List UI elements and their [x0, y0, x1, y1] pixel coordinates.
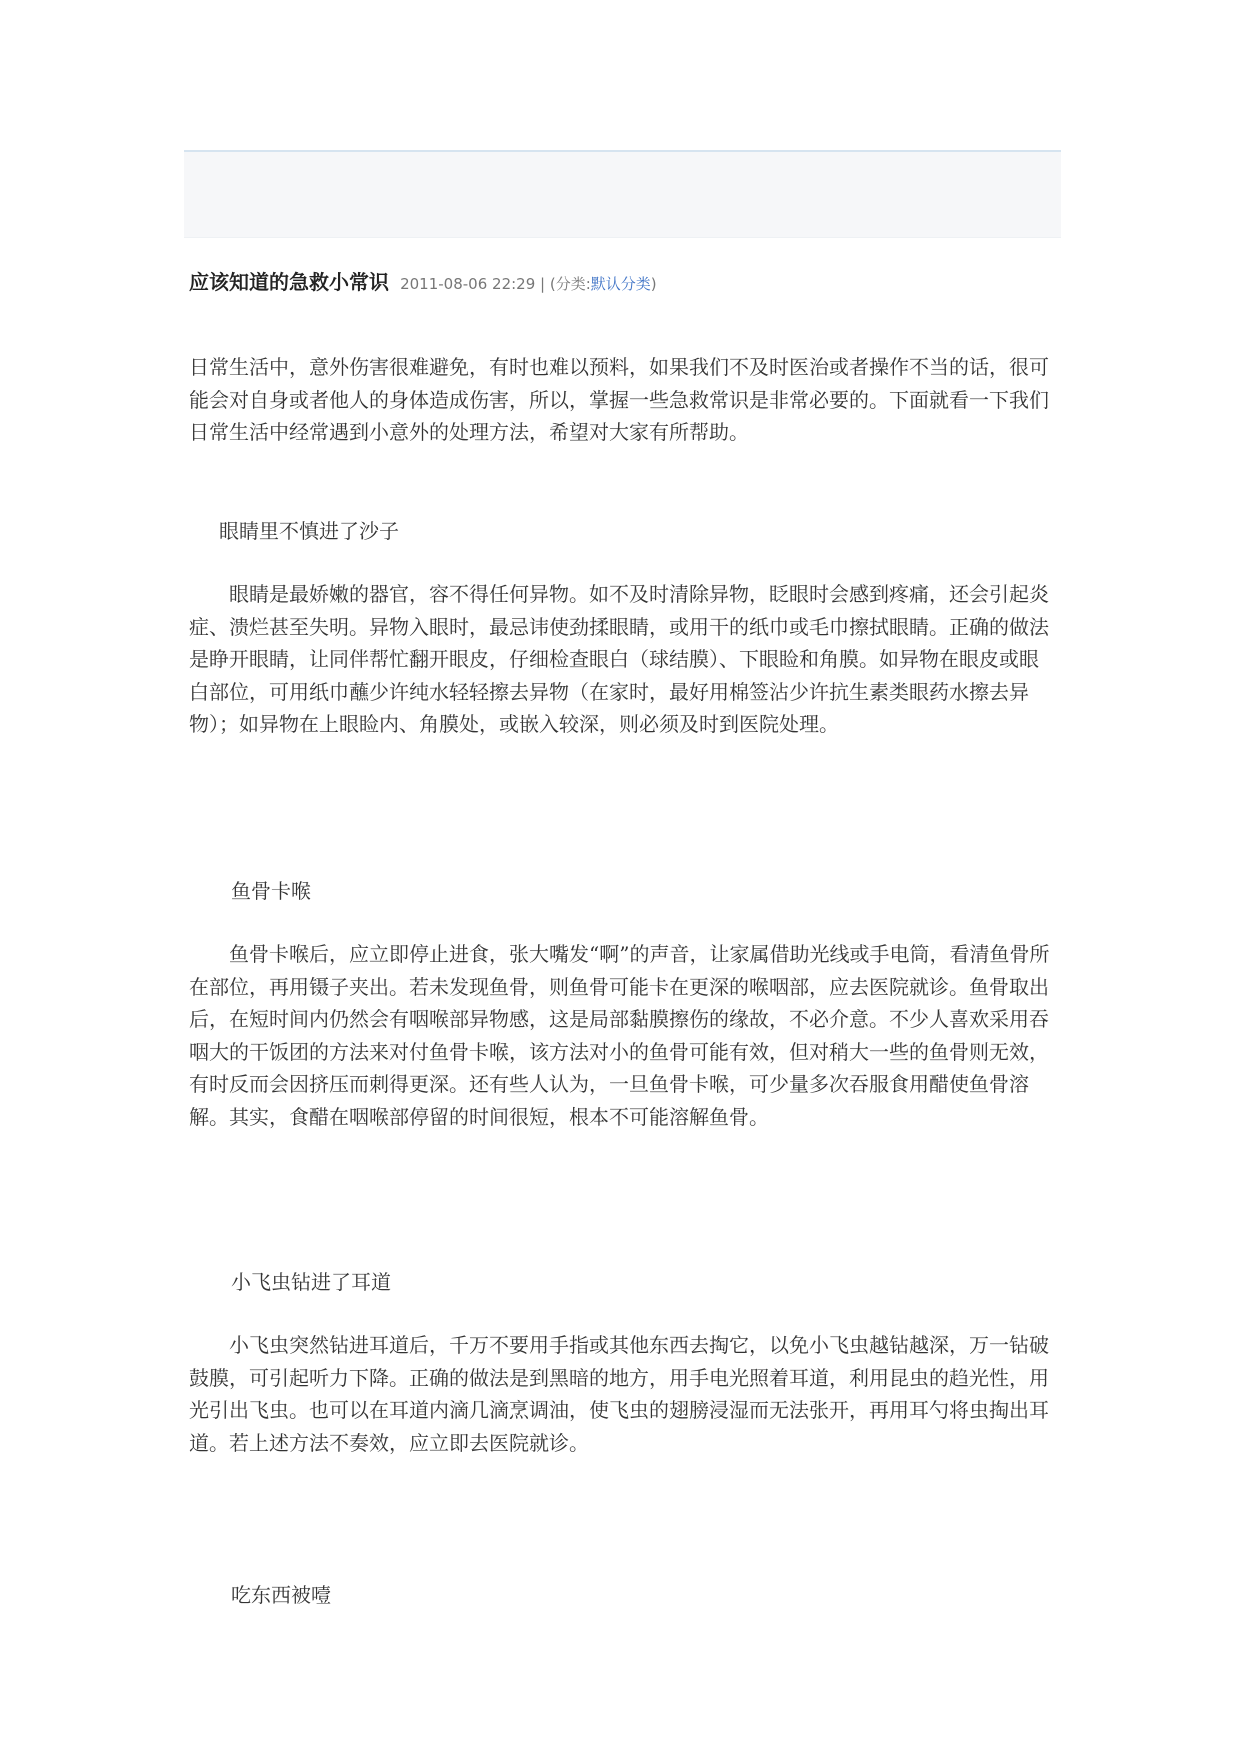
section-heading: 眼睛里不慎进了沙子	[219, 519, 399, 543]
post-title: 应该知道的急救小常识	[189, 270, 389, 294]
post-title-row	[189, 266, 1069, 306]
section-body-block-3	[189, 1329, 1057, 1459]
section-heading-block-3	[231, 1266, 1059, 1298]
intro-block	[189, 351, 1057, 449]
section-body: 眼睛是最娇嫩的器官，容不得任何异物。如不及时清除异物，眨眼时会感到疼痛，还会引起炎症、溃烂甚至失明。异物入眼时，最忌讳使劲揉眼睛，或用干的纸巾或毛巾擦拭眼睛。正确的做法是睁开眼睛，让同伴帮忙翻开眼皮，仔细检查眼白（球结膜）、下眼睑和角膜。如异物在眼皮或眼白部位，可用纸巾蘸少许纯水轻轻擦去异物（在家时，最好用棉签沾少许抗生素类眼药水擦去异物）；如异物在上眼睑内、角膜处，或嵌入较深，则必须及时到医院处理。	[189, 582, 1049, 736]
section-heading: 吃东西被噎	[231, 1583, 331, 1607]
section-heading: 小飞虫钻进了耳道	[231, 1270, 391, 1294]
section-body-block-2	[189, 938, 1057, 1133]
meta-separator: |	[535, 275, 550, 293]
section-body: 鱼骨卡喉后，应立即停止进食，张大嘴发“啊”的声音，让家属借助光线或手电筒，看清鱼骨所在部位，再用镊子夹出。若未发现鱼骨，则鱼骨可能卡在更深的喉咽部，应去医院就诊。鱼骨取出后，在短时间内仍然会有咽喉部异物感，这是局部黏膜擦伤的缘故，不必介意。不少人喜欢采用吞咽大的干饭团的方法来对付鱼骨卡喉，该方法对小的鱼骨可能有效，但对稍大一些的鱼骨则无效，有时反而会因挤压而刺得更深。还有些人认为，一旦鱼骨卡喉，可少量多次吞服食用醋使鱼骨溶解。其实，食醋在咽喉部停留的时间很短，根本不可能溶解鱼骨。	[189, 942, 1050, 1129]
section-heading-block-1	[219, 515, 1059, 547]
blog-header-band	[184, 150, 1061, 238]
section-body: 小飞虫突然钻进耳道后，千万不要用手指或其他东西去掏它，以免小飞虫越钻越深，万一钻破鼓膜，可引起听力下降。正确的做法是到黑暗的地方，用手电光照着耳道，利用昆虫的趋光性，用光引出飞虫。也可以在耳道内滴几滴烹调油，使飞虫的翅膀浸湿而无法张开，再用耳勺将虫掏出耳道。若上述方法不奏效，应立即去医院就诊。	[189, 1333, 1049, 1455]
section-heading-block-4	[231, 1579, 1059, 1611]
category-link[interactable]: 默认分类	[590, 275, 651, 293]
section-body-block-1	[189, 578, 1057, 741]
category-open: (分类:	[549, 275, 591, 293]
category-close: )	[650, 275, 657, 293]
section-heading-block-2	[231, 875, 1059, 907]
section-heading: 鱼骨卡喉	[231, 879, 311, 903]
post-date: 2011-08-06 22:29	[400, 275, 536, 293]
intro-paragraph: 日常生活中，意外伤害很难避免，有时也难以预料，如果我们不及时医治或者操作不当的话，很可能会对自身或者他人的身体造成伤害，所以，掌握一些急救常识是非常必要的。下面就看一下我们日常生活中经常遇到小意外的处理方法，希望对大家有所帮助。	[189, 355, 1049, 444]
post-meta	[400, 275, 657, 293]
